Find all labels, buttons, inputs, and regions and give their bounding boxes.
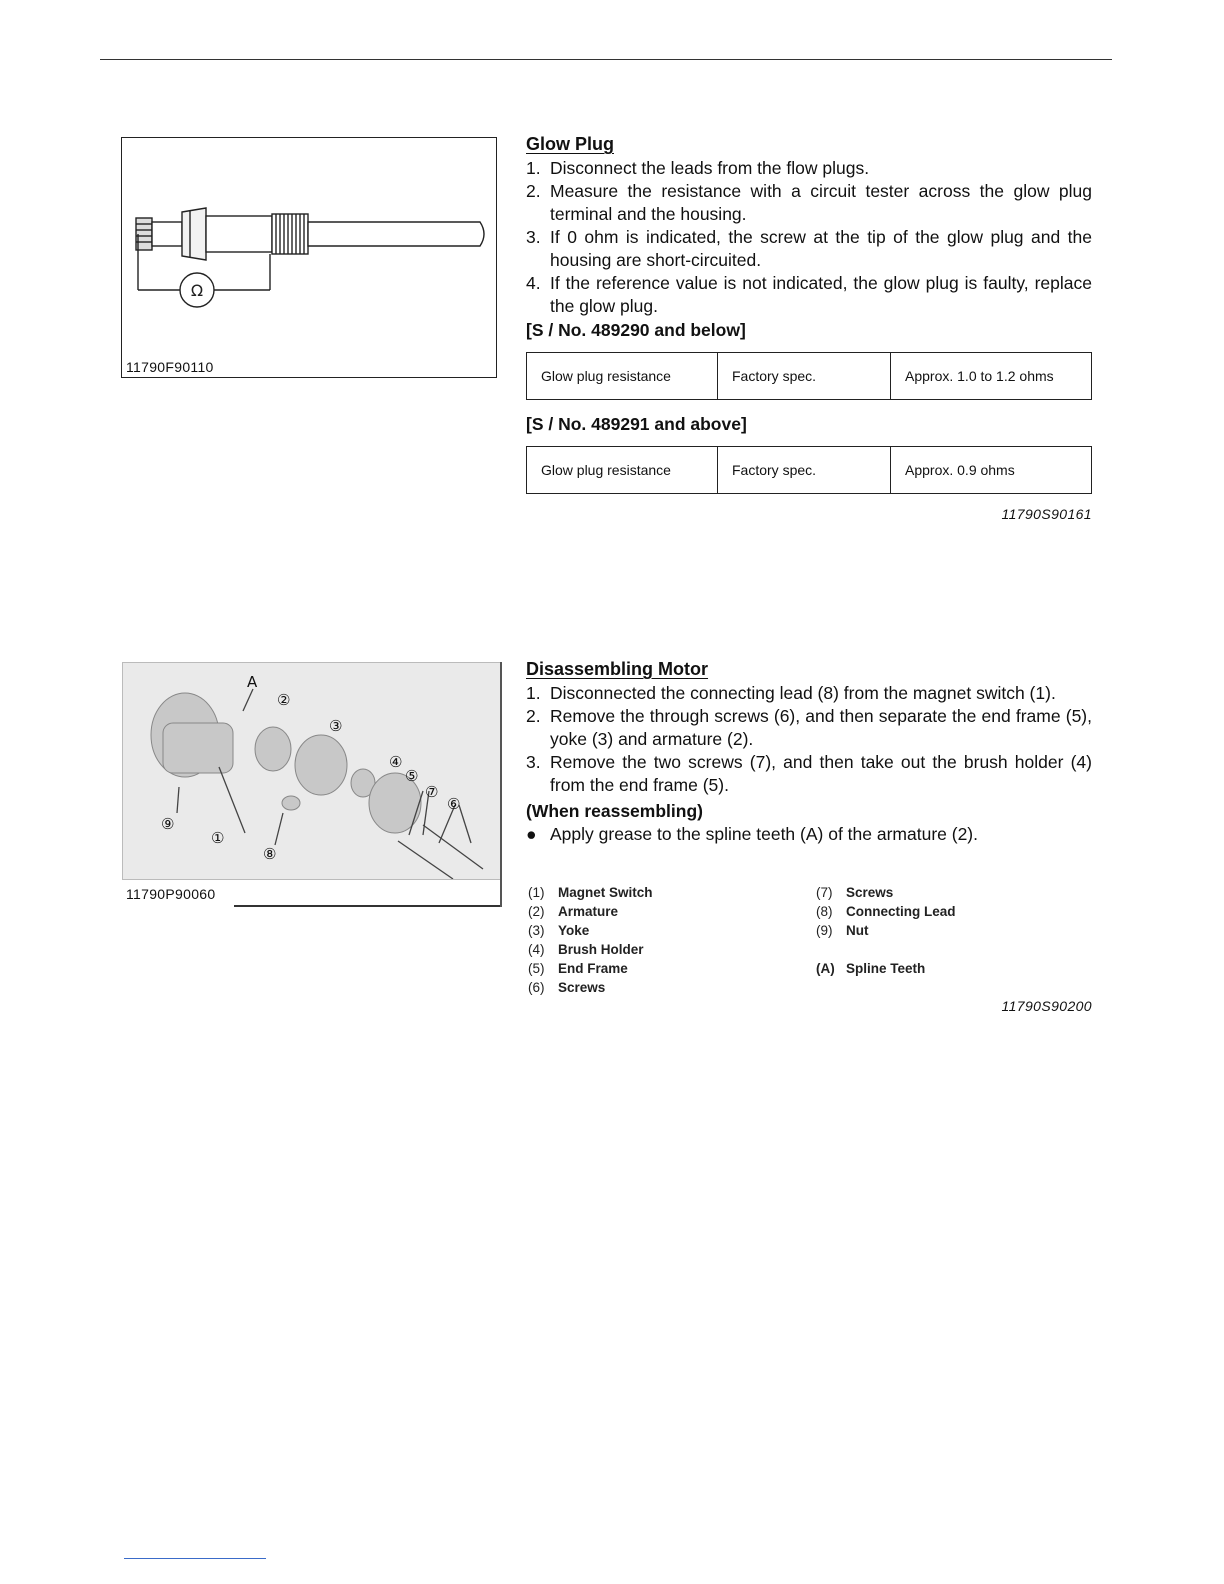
section-title: Disassembling Motor	[526, 659, 709, 679]
callout-label: ④	[389, 753, 403, 771]
serial-range-heading: [S / No. 489291 and above]	[526, 414, 747, 434]
legend-item: (8) Connecting Lead	[816, 904, 956, 919]
motor-exploded-photo	[122, 662, 502, 880]
callout-label: A	[247, 673, 258, 691]
bullet-list	[526, 823, 1092, 846]
section-title: Glow Plug	[526, 134, 614, 154]
list-item: 2. Measure the resistance with a circuit tester across the glow plug terminal and the housing.	[526, 181, 1092, 224]
figure-code: 11790P90060	[126, 886, 216, 902]
callout-label: ⑥	[447, 795, 461, 813]
list-item: ● Apply grease to the spline teeth (A) of the armature (2).	[526, 824, 978, 844]
table-cell: Glow plug resistance	[527, 447, 718, 494]
callout-label: ⑦	[425, 783, 439, 801]
steps-list	[526, 157, 1092, 318]
list-item: 1. Disconnected the connecting lead (8) from the magnet switch (1).	[526, 683, 1056, 703]
figure-code: 11790F90110	[126, 359, 214, 375]
callout-label: ⑧	[263, 845, 277, 863]
callout-label: ①	[211, 829, 225, 847]
legend-item: (A) Spline Teeth	[816, 961, 926, 976]
legend-item: (4) Brush Holder	[528, 942, 644, 957]
steps-list	[526, 682, 1092, 797]
serial-range-heading: [S / No. 489290 and below]	[526, 320, 746, 340]
legend-item: (9) Nut	[816, 923, 869, 938]
parts-legend-left	[528, 883, 653, 997]
legend-item: (5) End Frame	[528, 961, 628, 976]
list-item: 1. Disconnect the leads from the flow plugs.	[526, 158, 870, 178]
table-cell: Glow plug resistance	[527, 353, 718, 400]
legend-item: (1) Magnet Switch	[528, 885, 653, 900]
table-row	[527, 353, 1092, 400]
callout-label: ②	[277, 691, 291, 709]
section-code: 11790S90200	[1001, 998, 1092, 1014]
parts-legend-right	[816, 883, 956, 978]
figure-frame-line	[234, 905, 502, 907]
legend-item: (7) Screws	[816, 885, 894, 900]
table-cell: Approx. 0.9 ohms	[891, 447, 1092, 494]
table-cell: Approx. 1.0 to 1.2 ohms	[891, 353, 1092, 400]
callout-label: ③	[329, 717, 343, 735]
section-code: 11790S90161	[1001, 506, 1092, 522]
motor-exploded-drawing	[123, 663, 501, 879]
list-item: 3. If 0 ohm is indicated, the screw at the tip of the glow plug and the housing are short-circuited.	[526, 227, 1092, 270]
legend-item: (2) Armature	[528, 904, 619, 919]
spec-table	[526, 352, 1092, 400]
legend-item: (6) Screws	[528, 980, 606, 995]
glow-plug-section	[526, 134, 1092, 522]
header-rule	[100, 59, 1112, 60]
callout-label: ⑤	[405, 767, 419, 785]
table-cell: Factory spec.	[718, 447, 891, 494]
callout-label: ⑨	[161, 815, 175, 833]
glow-plug-diagram	[122, 138, 498, 379]
reassembling-heading: (When reassembling)	[526, 801, 703, 821]
table-row	[527, 447, 1092, 494]
motor-figure	[122, 662, 502, 908]
list-item: 4. If the reference value is not indicated, the glow plug is faulty, replace the glow plug.	[526, 273, 1092, 316]
ohm-symbol: Ω	[190, 281, 204, 300]
glow-plug-figure	[121, 137, 497, 378]
list-item: 2. Remove the through screws (6), and then separate the end frame (5), yoke (3) and armature (2).	[526, 706, 1092, 749]
spec-table	[526, 446, 1092, 494]
legend-item: (3) Yoke	[528, 923, 590, 938]
motor-section	[526, 659, 1092, 846]
figure-frame-line	[500, 662, 502, 907]
footer-link-rule	[124, 1558, 266, 1559]
table-cell: Factory spec.	[718, 353, 891, 400]
list-item: 3. Remove the two screws (7), and then take out the brush holder (4) from the end frame (5).	[526, 752, 1092, 795]
